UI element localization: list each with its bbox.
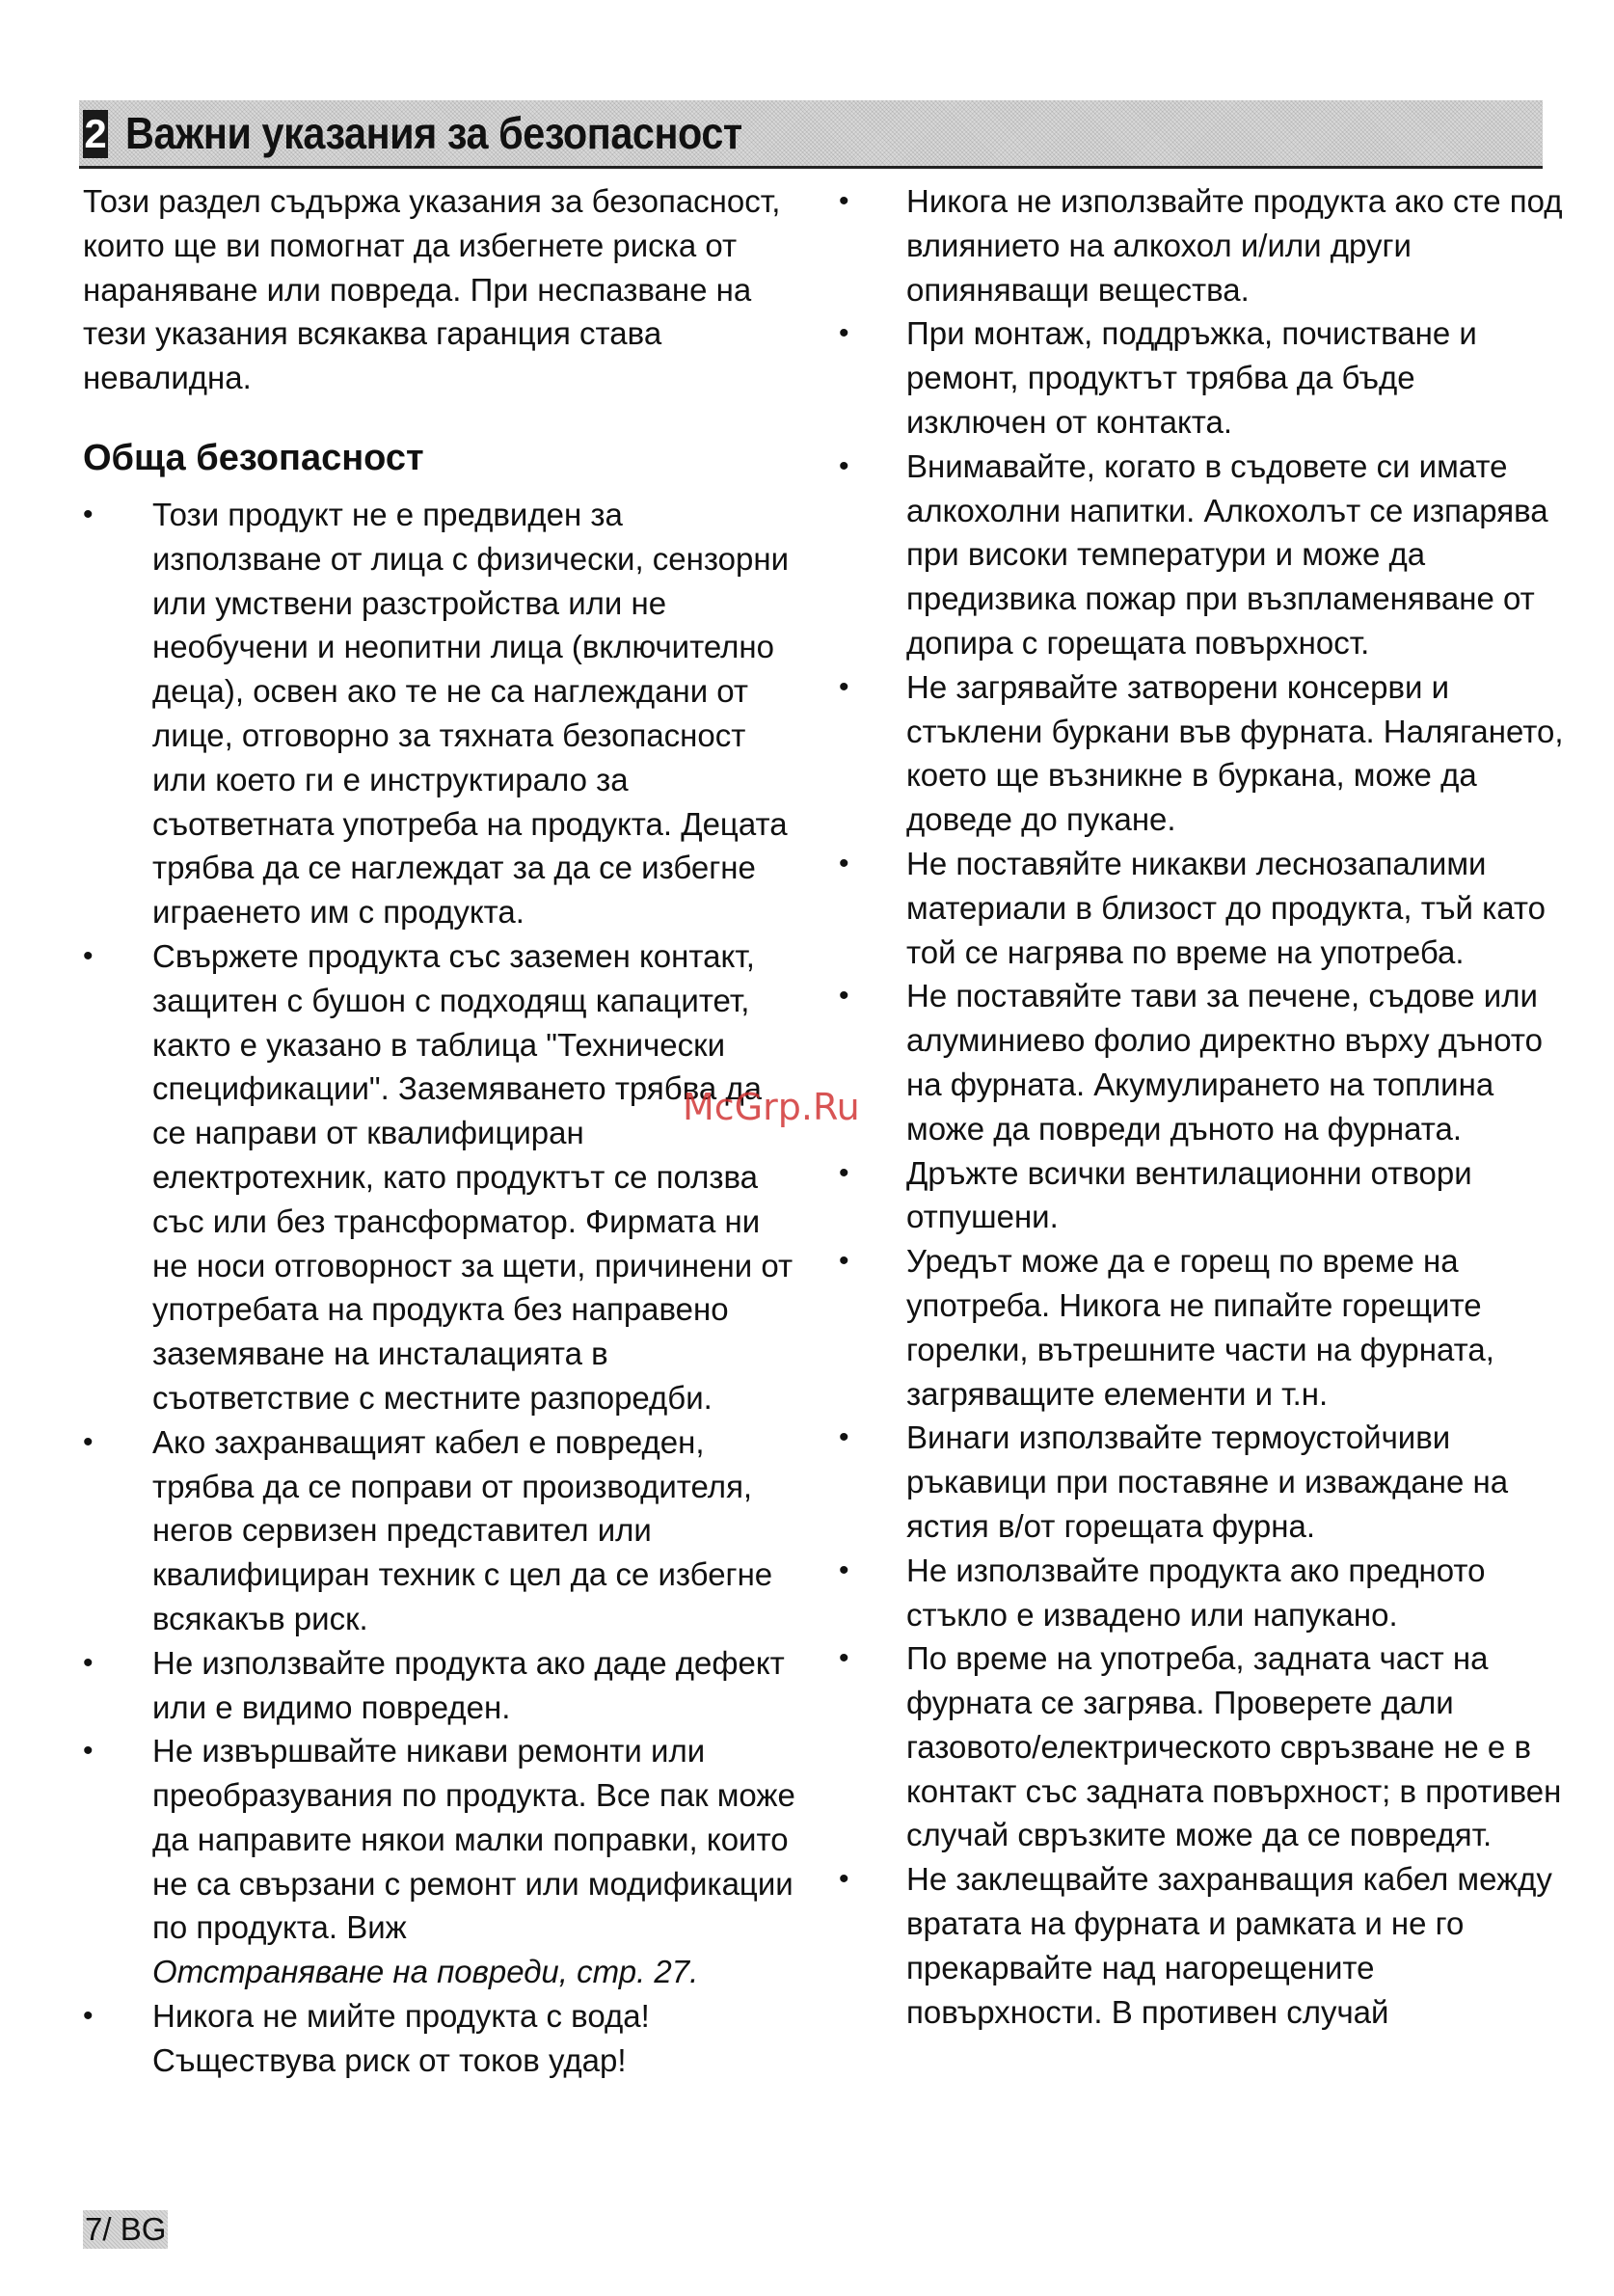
list-item: • Ако захранващият кабел е повреден, трябва да се поправи от производителя, негов сервизен представител или квалифициран техник с цел да се избегне всякакъв риск. [83,1420,796,1641]
page-number: 7/ BG [85,2211,167,2247]
list-item: • Този продукт не е предвиден за използване от лица с физически, сензорни или умствени разстройства или не необучени и неопитни лица (включително деца), освен ако те не са наглеждани от лице, отговорно за тяхната безопасност или което ги е инструктирало за съответната употреба на продукта. Децата трябва да се наглеждат за да се избегне играенето им с продукта. [83,493,796,934]
list-item: • Винаги използвайте термоустойчиви ръкавици при поставяне и изваждане на ястия в/от горещата фурна. [829,1416,1564,1548]
intro-paragraph: Този раздел съдържа указания за безопасност, които ще ви помогнат да избегнете риска от нараняване или повреда. При неспазване на тези указания всякаква гаранция става невалидна. [83,183,781,396]
troubleshooting-reference: Отстраняване на повреди, стр. 27. [152,1954,699,1990]
list-item: • При монтаж, поддръжка, почистване и ремонт, продуктът трябва да бъде изключен от контакта. [829,311,1564,444]
list-item: • Уредът може да е горещ по време на употреба. Никога не пипайте горещите горелки, вътрешните части на фурната, загряващите елементи и т.н. [829,1239,1564,1416]
list-item: • Внимавайте, когато в съдовете си имате алкохолни напитки. Алкохолът се изпарява при високи температури и може да предизвика пожар при възпламеняване от допира с горещата повърхност. [829,445,1564,665]
watermark: McGrp.Ru [683,1086,860,1128]
list-item [83,1729,796,1994]
list-item-text: Не извършвайте никави ремонти или преобразувания по продукта. Все пак може да направите някои малки поправки, които не са свързани с ремонт или модификации по продукта. Виж [152,1733,795,1946]
list-item: • Не поставяйте тави за печене, съдове или алуминиево фолио директно върху дъното на фурната. Акумулирането на топлина може да повреди дъното на фурната. [829,974,1564,1150]
right-column [829,179,1564,2034]
list-item: • Не поставяйте никакви леснозапалими материали в близост до продукта, тъй като той се нагрява по време на употреба. [829,842,1564,974]
section-title: Обща безопасност [83,437,424,478]
chapter-number: 2 [84,111,107,156]
safety-list-left [83,493,796,2083]
chapter-title: Важни указания за безопасност [125,108,742,158]
list-item: • Никога не използвайте продукта ако сте под влиянието на алкохол и/или други опияняващи вещества. [829,179,1564,311]
safety-list-right [829,179,1564,2034]
list-item: • Не използвайте продукта ако предното стъкло е извадено или напукано. [829,1549,1564,1637]
list-item: • Не използвайте продукта ако даде дефект или е видимо повреден. [83,1641,796,1730]
list-item: • Свържете продукта със заземен контакт, защитен с бушон с подходящ капацитет, както е указано в таблица "Технически спецификации". Заземяването трябва да се направи от квалифициран електротехник, като продуктът се ползва със или без трансформатор. Фирмата ни не носи отговорност за щети, причинени от употребата на продукта без направено заземяване на инсталацията в съответствие с местните разпоредби. [83,934,796,1420]
list-item: • Не загрявайте затворени консерви и стъклени буркани във фурната. Налягането, което ще възникне в буркана, може да доведе до пукане. [829,665,1564,842]
list-item: • Не заклещвайте захранващия кабел между вратата на фурната и рамката и не го прекарвайте над нагорещените повърхности. В противен случай [829,1857,1564,2034]
list-item: • Дръжте всички вентилационни отвори отпушени. [829,1151,1564,1240]
list-item: • Никога не мийте продукта с вода! Съществува риск от токов удар! [83,1994,796,2083]
list-item: • По време на употреба, задната част на фурната се загрява. Проверете дали газовото/електрическото свръзване не е в контакт със задната повърхност; в противен случай свръзките може да се повредят. [829,1636,1564,1857]
left-column [83,179,796,2083]
